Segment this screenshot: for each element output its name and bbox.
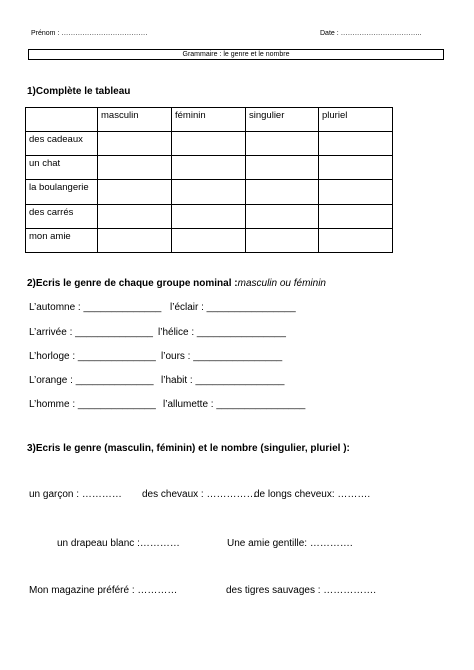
answer-cell [98,180,172,204]
exercise-2-item-right: l’allumette : ________________ [163,399,306,410]
answer-cell [172,132,246,156]
row-label: un chat [26,156,98,180]
exercise-2-heading-choices: masculin ou féminin [237,278,326,289]
answer-cell [319,204,393,228]
answer-cell [172,228,246,252]
answer-cell [98,156,172,180]
answer-cell [246,156,319,180]
exercise-3-item: des tigres sauvages : ……………. [226,585,377,596]
exercise-2-heading [27,278,326,289]
exercise-3-item: des chevaux : …………… [142,489,257,500]
exercise-2-item-right: l’habit : ________________ [161,375,285,386]
column-header: féminin [172,108,246,132]
column-header: masculin [98,108,172,132]
row-label: des cadeaux [26,132,98,156]
table-header-row [26,108,393,132]
answer-cell [172,204,246,228]
exercise-2-item-left: L’automne : ______________ [29,302,162,313]
exercise-3-item: un garçon : ………… [29,489,122,500]
row-label: la boulangerie [26,180,98,204]
prenom-field: Prénom : ………………………………. [31,30,148,37]
column-header: pluriel [319,108,393,132]
table-row [26,228,393,252]
table-row [26,156,393,180]
table-row [26,132,393,156]
date-field: Date : …………………………….. [320,30,422,37]
exercise-3-item: un drapeau blanc :………… [57,538,180,549]
answer-cell [246,228,319,252]
exercise-2-item-left: L’orange : ______________ [29,375,154,386]
exercise-2-item-right: l’ours : ________________ [161,351,283,362]
answer-cell [246,180,319,204]
table-row [26,180,393,204]
exercise-2-heading-text: 2)Ecris le genre de chaque groupe nominal : [27,278,238,289]
exercise-2-item-left: L’homme : ______________ [29,399,156,410]
exercise-2-item-right: l’hélice : ________________ [158,327,286,338]
answer-cell [98,132,172,156]
answer-cell [319,132,393,156]
exercise-3-item: de longs cheveux: ………. [254,489,371,500]
answer-cell [319,156,393,180]
exercise-2-item-left: L’horloge : ______________ [29,351,156,362]
exercise-3-item: Mon magazine préféré : ………… [29,585,178,596]
exercise-2-item-left: L’arrivée : ______________ [29,327,153,338]
column-header: singulier [246,108,319,132]
answer-cell [319,228,393,252]
answer-cell [246,132,319,156]
table-row [26,204,393,228]
row-label: mon amie [26,228,98,252]
answer-cell [172,180,246,204]
answer-cell [98,204,172,228]
answer-cell [172,156,246,180]
answer-cell [319,180,393,204]
exercise-3-item: Une amie gentille: …………. [227,538,353,549]
exercise-1-table [25,107,393,253]
answer-cell [98,228,172,252]
table-corner-cell [26,108,98,132]
exercise-3-heading: 3)Ecris le genre (masculin, féminin) et le nombre (singulier, pluriel ): [27,443,350,454]
answer-cell [246,204,319,228]
worksheet-title: Grammaire : le genre et le nombre [28,49,444,60]
row-label: des carrés [26,204,98,228]
exercise-2-item-right: l’éclair : ________________ [170,302,296,313]
exercise-1-heading: 1)Complète le tableau [27,86,131,97]
